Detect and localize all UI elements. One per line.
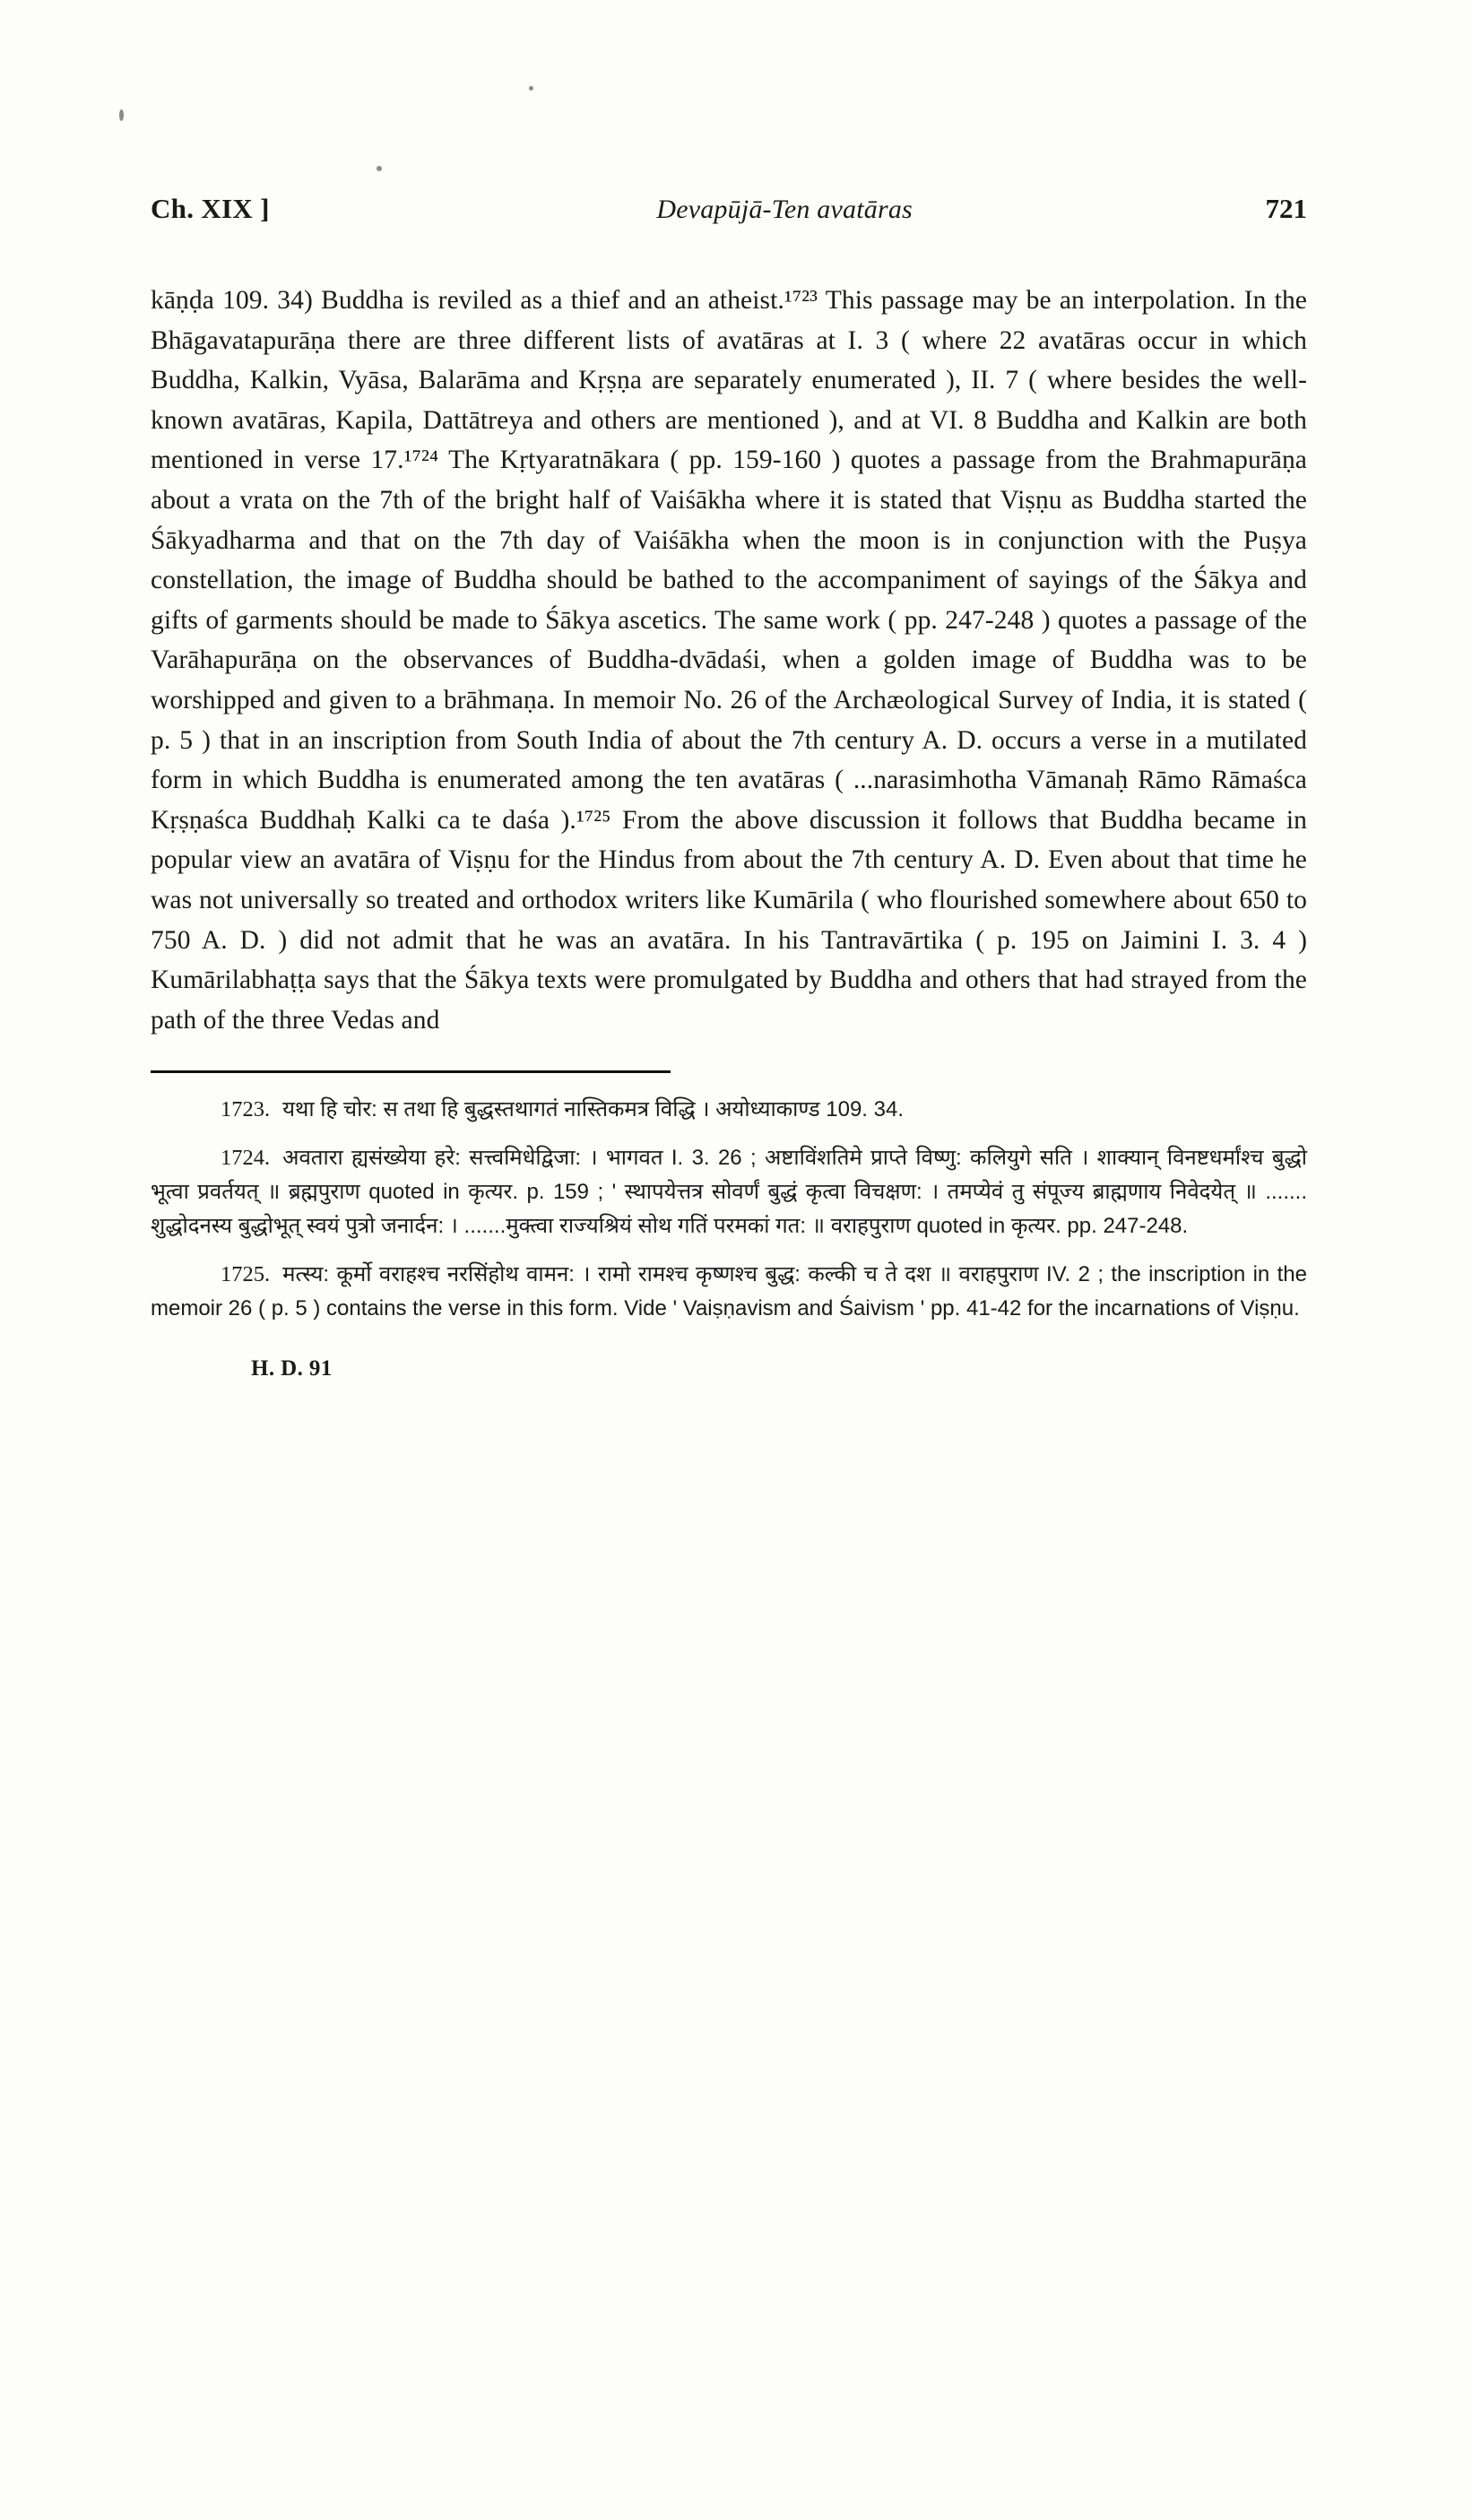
footnote-number: 1723. xyxy=(221,1097,271,1122)
page-speck xyxy=(119,109,124,121)
footnote-1725 xyxy=(151,1258,1307,1326)
page-number: 721 xyxy=(1265,193,1307,224)
footnote-number: 1724. xyxy=(221,1146,271,1171)
page-speck xyxy=(377,166,382,171)
footnote-number: 1725. xyxy=(221,1262,271,1287)
page-content xyxy=(151,193,1307,1381)
chapter-label: Ch. XIX ] xyxy=(151,193,270,224)
footnote-separator xyxy=(151,1070,671,1073)
page-header xyxy=(151,193,1307,225)
main-paragraph: kāṇḍa 109. 34) Buddha is reviled as a thief and an atheist.¹⁷²³ This passage may be an interpolation. In the Bhāgavatapurāṇa there are three different lists of avatāras at I. 3 ( where 22 avatāras occur in which Buddha, Kalkin, Vyāsa, Balarāma and Kṛṣṇa are separately enumerated ), II. 7 ( where besides the well-known avatāras, Kapila, Dattātreya and others are mentioned ), and at VI. 8 Buddha and Kalkin are both mentioned in verse 17.¹⁷²⁴ The Kṛtyaratnākara ( pp. 159-160 ) quotes a passage from the Brahmapurāṇa about a vrata on the 7th of the bright half of Vaiśākha where it is stated that Viṣṇu as Buddha started the Śākyadharma and that on the 7th day of Vaiśākha when the moon is in conjunction with the Puṣya constellation, the image of Buddha should be bathed to the accompaniment of sayings of the Śākya and gifts of garments should be made to Śākya ascetics. The same work ( pp. 247-248 ) quotes a passage of the Varāhapurāṇa on the observances of Buddha-dvādaśi, when a golden image of Buddha was to be worshipped and given to a brāhmaṇa. In memoir No. 26 of the Archæological Survey of India, it is stated ( p. 5 ) that in an inscription from South India of about the 7th century A. D. occurs a verse in a mutilated form in which Buddha is enumerated among the ten avatāras ( ...narasimhotha Vāmanaḥ Rāmo Rāmaśca Kṛṣṇaśca Buddhaḥ Kalki ca te daśa ).¹⁷²⁵ From the above discussion it follows that Buddha became in popular view an avatāra of Viṣṇu for the Hindus from about the 7th century A. D. Even about that time he was not universally so treated and orthodox writers like Kumārila ( who flourished somewhere about 650 to 750 A. D. ) did not admit that he was an avatāra. In his Tantravārtika ( p. 195 on Jaimini I. 3. 4 ) Kumārilabhaṭṭa says that the Śākya texts were promulgated by Buddha and others that had strayed from the path of the three Vedas and xyxy=(151,286,1307,1035)
running-title: Devapūjā-Ten avatāras xyxy=(656,195,913,224)
footnote-1724 xyxy=(151,1141,1307,1243)
footnote-text: यथा हि चोर: स तथा हि बुद्धस्तथागतं नास्तिकमत्र विद्धि । अयोध्याकाण्ड 109. 34. xyxy=(282,1097,905,1122)
page-speck xyxy=(529,86,533,91)
footnote-text: मत्स्य: कूर्मो वराहश्च नरसिंहोथ वामन: । रामो रामश्च कृष्णश्च बुद्ध: कल्की च ते दश ॥ वराहपुराण IV. 2 ; the inscription in the memoir 26 ( p. 5 ) contains the verse in this form. Vide ' Vaiṣṇavism and Śaivism ' pp. 41-42 for the incarnations of Viṣṇu. xyxy=(151,1262,1307,1321)
footnote-text: अवतारा ह्यसंख्येया हरे: सत्त्वमिधेद्विजा: । भागवत I. 3. 26 ; अष्टाविंशतिमे प्राप्ते विष्णु: कलियुगे सति । शाक्यान् विनष्टधर्मांश्च बुद्धो भूत्वा प्रवर्तयत् ॥ ब्रह्मपुराण quoted in कृत्यर. p. 159 ; ' स्थापयेत्तत्र सोवर्णं बुद्धं कृत्वा विचक्षण: । तमप्येवं तु संपूज्य ब्राह्मणाय निवेदयेत् ॥ ....... शुद्धोदनस्य बुद्धोभूत् स्वयं पुत्रो जनार्दन: । .......मुक्त्वा राज्यश्रियं सोथ गतिं परमकां गत: ॥ वराहपुराण quoted in कृत्यर. pp. 247-248. xyxy=(151,1146,1307,1239)
printer-signature: H. D. 91 xyxy=(251,1356,333,1381)
footnote-1723 xyxy=(151,1093,1307,1127)
